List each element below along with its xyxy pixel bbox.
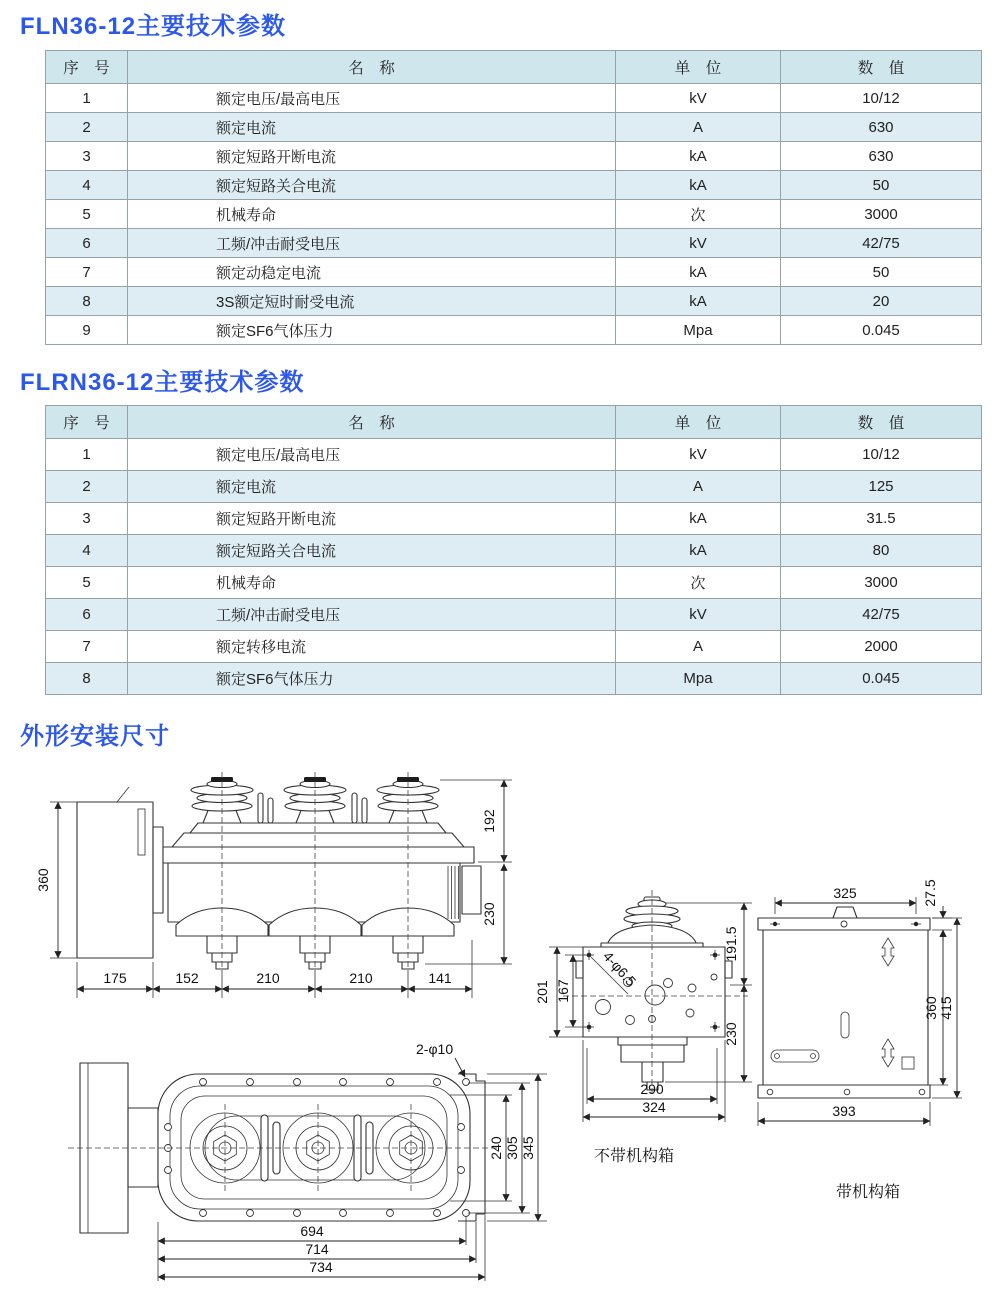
hole-callout: 4-φ6.5 [600, 948, 640, 990]
table-row [46, 631, 982, 663]
section3-title: 外形安装尺寸 [20, 723, 170, 750]
table-row [46, 535, 982, 567]
dimension-drawings [0, 750, 1000, 1300]
table-row [46, 439, 982, 471]
table-cell: A [616, 113, 781, 142]
table-cell: 6 [46, 229, 128, 258]
table-cell: 50 [781, 258, 982, 287]
table-header-row [46, 51, 982, 84]
dim-label: 393 [832, 1103, 856, 1119]
table-cell: 80 [781, 535, 982, 567]
table-cell: 4 [46, 535, 128, 567]
table-cell: 3 [46, 503, 128, 535]
table-cell: Mpa [616, 663, 781, 695]
dim-label: 167 [555, 979, 571, 1003]
drawing-mechanism-box [758, 879, 962, 1201]
column-header: 序 号 [46, 51, 128, 84]
table-cell: 额定短路开断电流 [128, 142, 616, 171]
table-cell: 7 [46, 631, 128, 663]
table-cell: 31.5 [781, 503, 982, 535]
table-cell: 1 [46, 84, 128, 113]
table-cell: 10/12 [781, 439, 982, 471]
table-cell: kV [616, 439, 781, 471]
column-header: 数 值 [781, 406, 982, 439]
table-cell: 额定转移电流 [128, 631, 616, 663]
table-cell: 3S额定短时耐受电流 [128, 287, 616, 316]
table-row [46, 200, 982, 229]
dim-label: 290 [640, 1081, 664, 1097]
table-cell: 9 [46, 316, 128, 345]
table-cell: 42/75 [781, 599, 982, 631]
table-row [46, 84, 982, 113]
drawing-side-view [534, 890, 752, 1165]
table-cell: 工频/冲击耐受电压 [128, 229, 616, 258]
table-cell: 额定电流 [128, 113, 616, 142]
table-cell: kA [616, 503, 781, 535]
table-cell: kV [616, 229, 781, 258]
dim-label: 360 [35, 868, 51, 892]
dim-label: 191.5 [723, 926, 739, 962]
table-cell: kV [616, 84, 781, 113]
table1-container [45, 50, 981, 345]
table-row [46, 229, 982, 258]
table-cell: kV [616, 599, 781, 631]
dim-label: 325 [833, 885, 857, 901]
table-cell: 次 [616, 200, 781, 229]
table-row [46, 258, 982, 287]
table-cell: 额定动稳定电流 [128, 258, 616, 287]
table-cell: 额定短路关合电流 [128, 535, 616, 567]
table-cell: 42/75 [781, 229, 982, 258]
table2-container [45, 405, 981, 695]
table-row [46, 142, 982, 171]
table-cell: kA [616, 171, 781, 200]
table-row [46, 471, 982, 503]
table-cell: 8 [46, 287, 128, 316]
table-cell: kA [616, 287, 781, 316]
table-cell: 8 [46, 663, 128, 695]
table-row [46, 287, 982, 316]
dim-label: 152 [175, 970, 199, 986]
table-cell: 额定电压/最高电压 [128, 84, 616, 113]
dim-label: 714 [305, 1241, 329, 1257]
table-cell: 额定SF6气体压力 [128, 316, 616, 345]
table-cell: 5 [46, 567, 128, 599]
dim-label: 141 [428, 970, 452, 986]
dim-label: 210 [256, 970, 280, 986]
flrn36-parameters-table [45, 405, 982, 695]
dim-label: 324 [642, 1099, 666, 1115]
table-header-row [46, 406, 982, 439]
table-cell: 6 [46, 599, 128, 631]
table-cell: 机械寿命 [128, 567, 616, 599]
dim-label: 27.5 [922, 879, 938, 907]
table-cell: 20 [781, 287, 982, 316]
dim-label: 734 [309, 1259, 333, 1275]
table-cell: 2 [46, 471, 128, 503]
dim-label: 415 [938, 996, 954, 1020]
column-header: 数 值 [781, 51, 982, 84]
dim-label: 305 [504, 1136, 520, 1160]
table-row [46, 171, 982, 200]
column-header: 单 位 [616, 406, 781, 439]
table-cell: 4 [46, 171, 128, 200]
column-header: 名 称 [128, 406, 616, 439]
table-cell: kA [616, 142, 781, 171]
table-row [46, 503, 982, 535]
table-cell: 630 [781, 113, 982, 142]
side-view-caption: 不带机构箱 [594, 1148, 675, 1165]
table-cell: 10/12 [781, 84, 982, 113]
table-cell: 50 [781, 171, 982, 200]
table-cell: 次 [616, 567, 781, 599]
table-cell: kA [616, 535, 781, 567]
table-cell: 3 [46, 142, 128, 171]
table-cell: 2 [46, 113, 128, 142]
table-cell: 3000 [781, 200, 982, 229]
table-cell: 5 [46, 200, 128, 229]
dim-label: 345 [520, 1136, 536, 1160]
table-cell: 额定短路关合电流 [128, 171, 616, 200]
table-cell: 3000 [781, 567, 982, 599]
table-cell: 0.045 [781, 663, 982, 695]
table-cell: 额定SF6气体压力 [128, 663, 616, 695]
fln36-parameters-table [45, 50, 982, 345]
dim-label: 694 [300, 1223, 324, 1239]
dim-label: 360 [923, 996, 939, 1020]
column-header: 名 称 [128, 51, 616, 84]
column-header: 单 位 [616, 51, 781, 84]
drawing-front-view [35, 772, 512, 998]
dim-label: 175 [103, 970, 127, 986]
table-cell: 工频/冲击耐受电压 [128, 599, 616, 631]
table-cell: 额定电流 [128, 471, 616, 503]
table-cell: A [616, 631, 781, 663]
dim-label: 230 [481, 902, 497, 926]
table-cell: A [616, 471, 781, 503]
table-cell: 7 [46, 258, 128, 287]
table-cell: 125 [781, 471, 982, 503]
table-cell: 1 [46, 439, 128, 471]
dim-label: 192 [481, 809, 497, 833]
table-cell: 额定电压/最高电压 [128, 439, 616, 471]
hole-callout: 2-φ10 [416, 1041, 454, 1057]
table-cell: 630 [781, 142, 982, 171]
table-cell: 机械寿命 [128, 200, 616, 229]
column-header: 序 号 [46, 406, 128, 439]
table-row [46, 113, 982, 142]
dim-label: 240 [488, 1136, 504, 1160]
table-row [46, 599, 982, 631]
table-cell: 2000 [781, 631, 982, 663]
table-cell: 0.045 [781, 316, 982, 345]
drawing-top-view [68, 1041, 547, 1281]
dim-label: 201 [534, 980, 550, 1004]
table-cell: Mpa [616, 316, 781, 345]
table-cell: 额定短路开断电流 [128, 503, 616, 535]
table-row [46, 663, 982, 695]
mech-box-caption: 带机构箱 [836, 1184, 901, 1201]
table-cell: kA [616, 258, 781, 287]
table-row [46, 316, 982, 345]
dim-label: 230 [723, 1022, 739, 1046]
section2-title: FLRN36-12主要技术参数 [20, 369, 305, 396]
table-row [46, 567, 982, 599]
dim-label: 210 [349, 970, 373, 986]
section1-title: FLN36-12主要技术参数 [20, 13, 287, 40]
